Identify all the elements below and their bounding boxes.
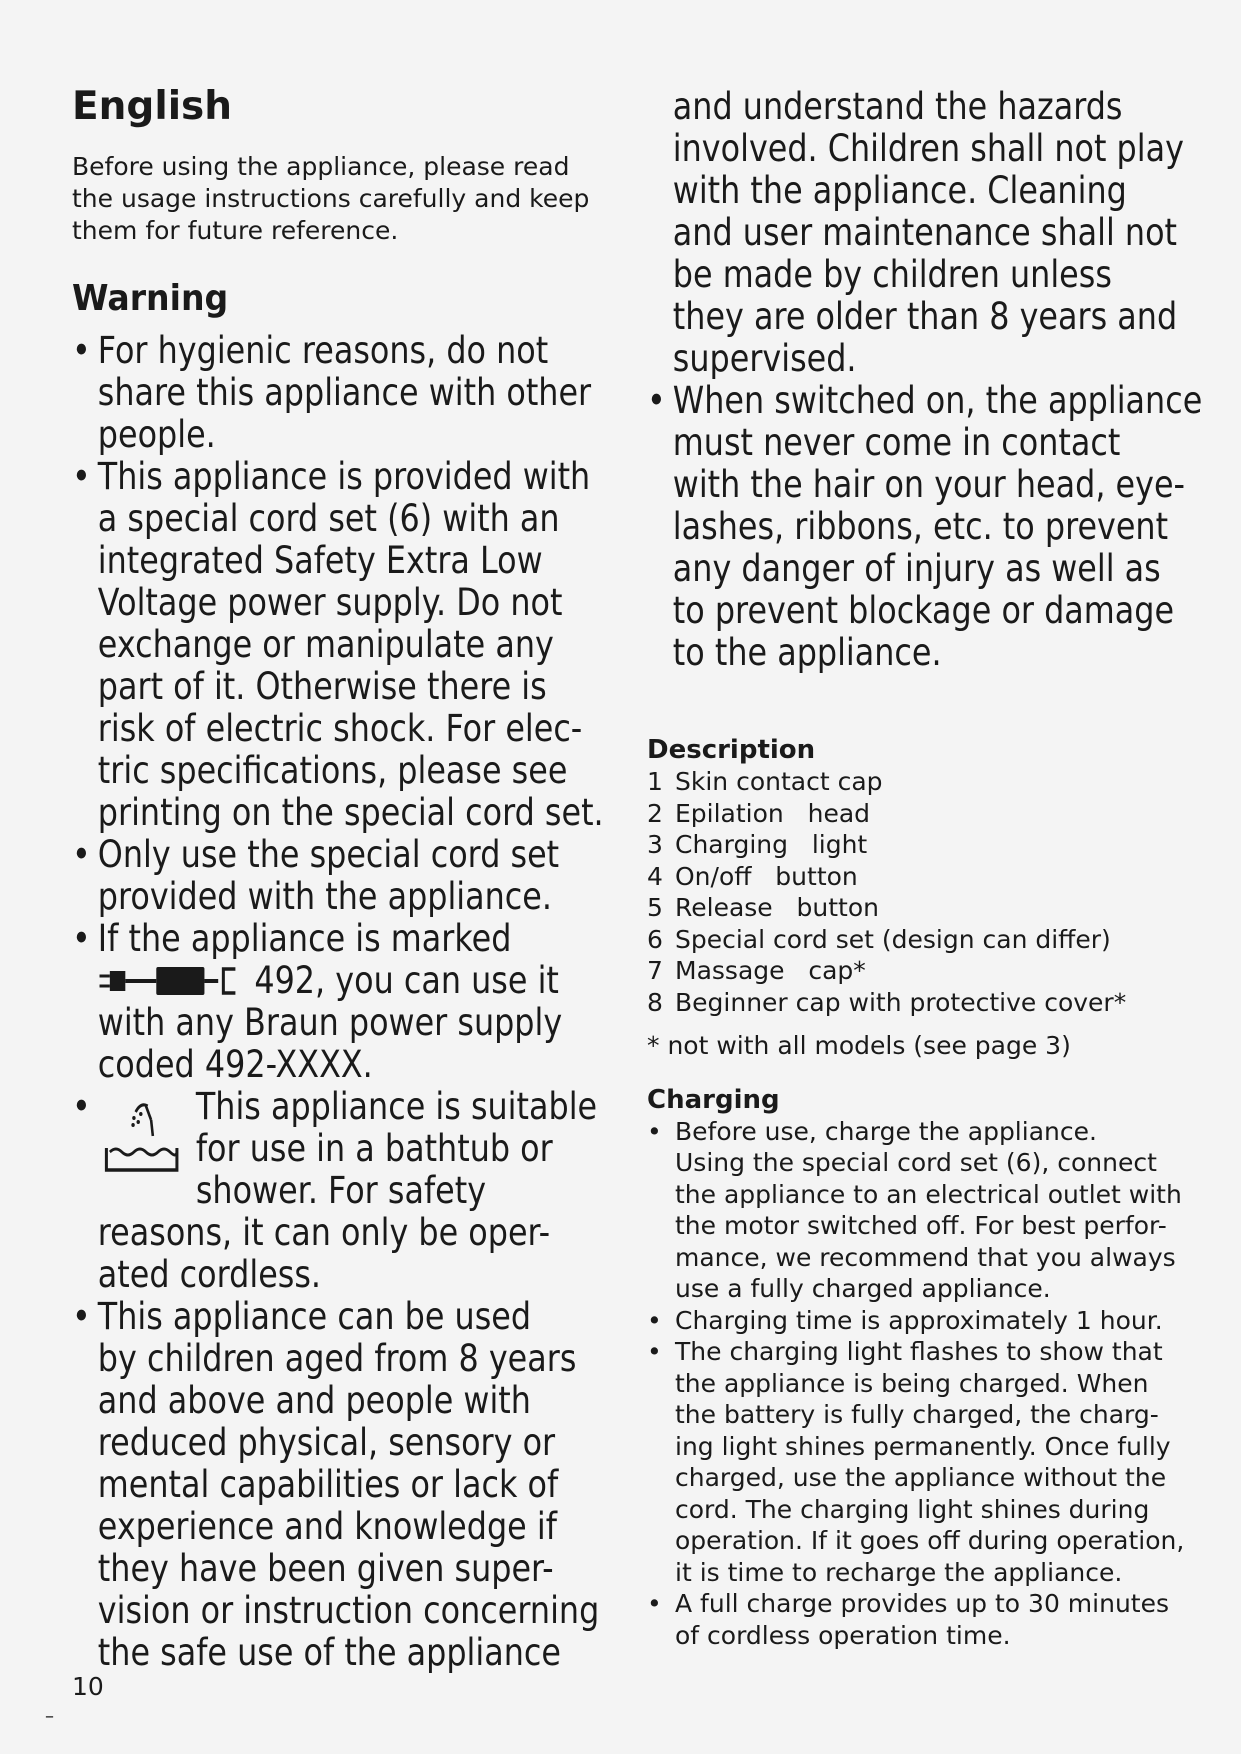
list-item: 1 Skin contact cap	[647, 767, 883, 796]
language-heading: English	[72, 84, 233, 129]
models-note: * not with all models (see page 3)	[647, 1031, 1071, 1060]
page-number: 10	[72, 1672, 104, 1701]
description-heading: Description	[647, 735, 816, 765]
left-column	[72, 86, 612, 1674]
bullet: •	[647, 1305, 662, 1335]
list-item: 5 Release button	[647, 893, 879, 922]
warning-item-hygiene: • For hygienic reasons, do not share this appliance with other people.	[72, 329, 592, 457]
warning-heading: Warning	[72, 277, 229, 319]
bullet: •	[72, 833, 91, 877]
footer-mark: –	[45, 1706, 54, 1727]
list-item: 3 Charging light	[647, 830, 868, 859]
power-supply-plug-icon	[98, 965, 248, 997]
bullet: •	[72, 1295, 91, 1339]
right-column	[647, 85, 1203, 1651]
charging-heading: Charging	[647, 1084, 780, 1115]
warning-item-marking: • If the appliance is marked 492, you can use it with any Braun power supply coded 492-XXXX.	[72, 917, 563, 1087]
description-section	[647, 734, 1192, 1062]
warning-item-bathtub: • This appliance is suitable for use in a bathtub or shower. For safety reasons, it can only be oper- ated cordless.	[72, 1085, 598, 1297]
intro-paragraph: Before using the appliance, please read the usage instructions carefully and keep them for future reference.	[72, 151, 590, 245]
charging-item-time: • Charging time is approximately 1 hour.	[647, 1305, 1163, 1335]
warning-item-only-cord-set: • Only use the special cord set provided with the appliance.	[72, 833, 560, 919]
bullet: •	[72, 1085, 91, 1129]
bullet: •	[72, 455, 91, 499]
warning-item-hair-contact: • When switched on, the appliance must never come in contact with the hair on your head, eye- lashes, ribbons, etc. to prevent any danger of injury as well as to prevent blockage or damage to the appliance.	[647, 379, 1203, 674]
bullet: •	[647, 1337, 662, 1366]
list-item: 7 Massage cap*	[647, 956, 866, 985]
bullet: •	[647, 379, 666, 422]
description-list	[647, 766, 1192, 1018]
warning-item-cord-set: • This appliance is provided with a special cord set (6) with an integrated Safety Extra Low Voltage power supply. Do not exchange or manipulate any part of it. Otherwise there is risk of electric shock. For elec- tric specifications, please see printing on the special cord set.	[72, 455, 604, 835]
list-item: 2 Epilation head	[647, 798, 871, 828]
bullet: •	[647, 1116, 662, 1146]
list-item: 4 On/off button	[647, 861, 858, 891]
bullet: •	[647, 1589, 662, 1618]
charging-section	[647, 1084, 1192, 1652]
warning-continuation: and understand the hazards involved. Children shall not play with the appliance. Cleaning and user maintenance shall not be made by children unless they are older than 8 years and supervised. • When switched on, the appliance must never come in contact with the hair on your head, eye- lashes, ribbons, etc. to prevent any danger of injury as well as to prevent blockage or damage to the appliance.	[647, 85, 1203, 674]
charging-item-before-use: • Before use, charge the appliance. Using the special cord set (6), connect the appliance to an electrical outlet with the motor switched off. For best perfor- mance, we recommend that you always use a fully charged appliance.	[647, 1116, 1182, 1303]
bullet: •	[72, 329, 91, 373]
warning-list	[72, 330, 622, 1674]
bullet: •	[72, 917, 91, 961]
charging-item-light: • The charging light flashes to show that the appliance is being charged. When the battery is fully charged, the charg- ing light shines permanently. Once fully charged, use the appliance without the cord. The charging light shines during operation. If it goes off during operation, it is time to recharge the appliance.	[647, 1337, 1185, 1587]
list-item: 8 Beginner cap with protective cover*	[647, 987, 1127, 1017]
list-item: 6 Special cord set (design can differ)	[647, 924, 1111, 954]
charging-item-full-charge: • A full charge provides up to 30 minutes of cordless operation time.	[647, 1589, 1169, 1650]
warning-item-children: • This appliance can be used by children aged from 8 years and above and people with reduced physical, sensory or mental capabilities or lack of experience and knowledge if they have been given super- vision or instruction concerning the safe use of the appliance	[72, 1295, 600, 1675]
bathtub-shower-icon	[103, 1092, 180, 1174]
